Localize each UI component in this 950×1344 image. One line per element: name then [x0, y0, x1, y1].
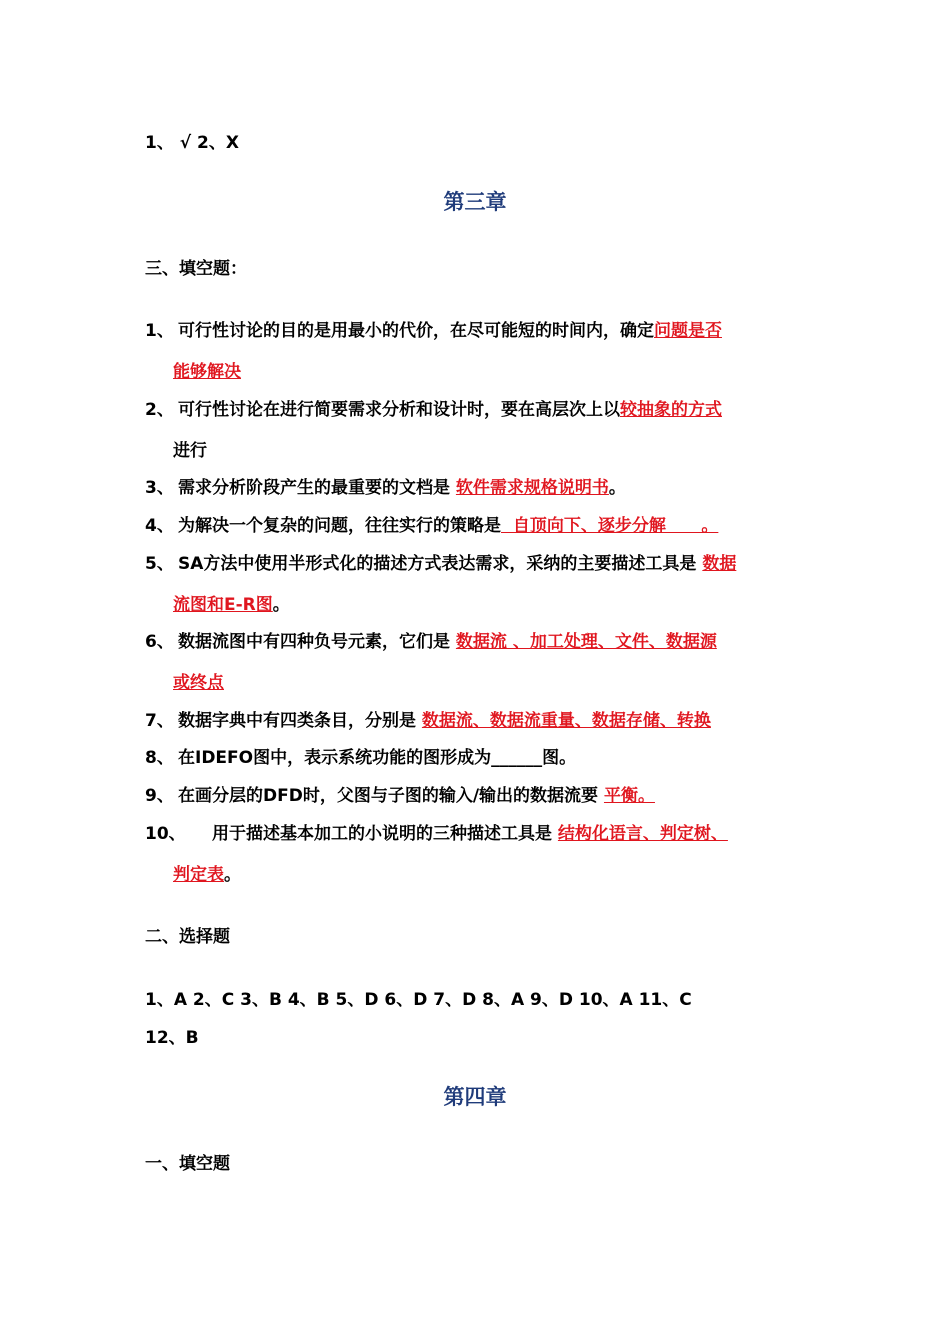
fill-item-1-continuation [173, 357, 241, 382]
item-tail: 。 [272, 595, 290, 615]
item-number: 1、 [145, 321, 174, 341]
item-text: 数据流图中有四种负号元素，它们是 [178, 632, 456, 652]
choice-answers-line-1: 1、A 2、C 3、B 4、B 5、D 6、D 7、D 8、A 9、D 10、A 11、C [145, 990, 692, 1010]
item-text: 在IDEFO图中，表示系统功能的图形成为______图。 [178, 748, 577, 768]
item-text: 数据字典中有四类条目，分别是 [178, 711, 422, 731]
chapter4-title: 第四章 [443, 1085, 507, 1109]
item-tail: 。 [224, 865, 241, 885]
fill-item-6-continuation [173, 668, 224, 693]
item-answer: 数据流 、加工处理、文件、数据源 [455, 632, 717, 652]
fill-item-4 [145, 511, 718, 536]
chapter3-fill-heading: 三、填空题： [145, 259, 247, 279]
fill-item-9 [145, 781, 655, 806]
fill-item-6 [145, 627, 717, 652]
item-answer: 自顶向下、逐步分解 。 [501, 516, 719, 536]
item-answer-cont: 判定表 [173, 865, 224, 885]
top-answers: 1、 √ 2、X [145, 133, 239, 153]
item-number: 2、 [145, 400, 174, 420]
fill-item-8 [145, 743, 576, 768]
item-answer: 数据 [702, 554, 737, 574]
fill-item-5 [145, 549, 736, 574]
item-number: 7、 [145, 711, 174, 731]
item-number: 5、 [145, 554, 174, 574]
item-text: 可行性讨论在进行简要需求分析和设计时，要在高层次上以 [178, 400, 620, 420]
item-number: 9、 [145, 786, 174, 806]
item-number: 8、 [145, 748, 174, 768]
item-text-cont: 进行 [173, 441, 207, 461]
item-answer-cont: 流图和E-R图 [173, 595, 273, 615]
item-answer: 数据流、数据流重量、数据存储、转换 [421, 711, 711, 731]
item-text: 需求分析阶段产生的最重要的文档是 [178, 478, 456, 498]
fill-item-10 [145, 819, 728, 844]
fill-item-1 [145, 316, 722, 341]
item-number: 3、 [145, 478, 174, 498]
item-answer-cont: 能够解决 [173, 362, 241, 382]
fill-item-3 [145, 473, 626, 498]
chapter3-title: 第三章 [443, 190, 507, 214]
item-answer-cont: 或终点 [173, 673, 224, 693]
fill-item-7 [145, 706, 711, 731]
item-text: 为解决一个复杂的问题，往往实行的策略是 [178, 516, 501, 536]
item-text: 用于描述基本加工的小说明的三种描述工具是 [212, 824, 558, 844]
fill-item-5-continuation [173, 590, 290, 615]
item-tail: 。 [608, 478, 626, 498]
item-text: 可行性讨论的目的是用最小的代价，在尽可能短的时间内，确定 [178, 321, 654, 341]
fill-item-2 [145, 395, 722, 420]
item-number: 10、 [145, 824, 186, 844]
chapter3-choice-heading: 二、选择题 [145, 927, 230, 947]
fill-item-2-continuation [173, 436, 207, 461]
chapter4-fill-heading: 一、填空题 [145, 1154, 230, 1174]
item-answer: 结构化语言、判定树、 [557, 824, 728, 844]
choice-answers-line-2: 12、B [145, 1028, 199, 1048]
item-answer: 较抽象的方式 [620, 400, 722, 420]
item-answer: 问题是否 [654, 321, 722, 341]
item-number: 4、 [145, 516, 174, 536]
item-text: SA方法中使用半形式化的描述方式表达需求，采纳的主要描述工具是 [178, 554, 703, 574]
fill-item-10-continuation [173, 860, 241, 885]
item-number: 6、 [145, 632, 174, 652]
item-answer: 平衡。 [603, 786, 655, 806]
item-text: 在画分层的DFD时，父图与子图的输入/输出的数据流要 [178, 786, 604, 806]
item-answer: 软件需求规格说明书 [455, 478, 609, 498]
